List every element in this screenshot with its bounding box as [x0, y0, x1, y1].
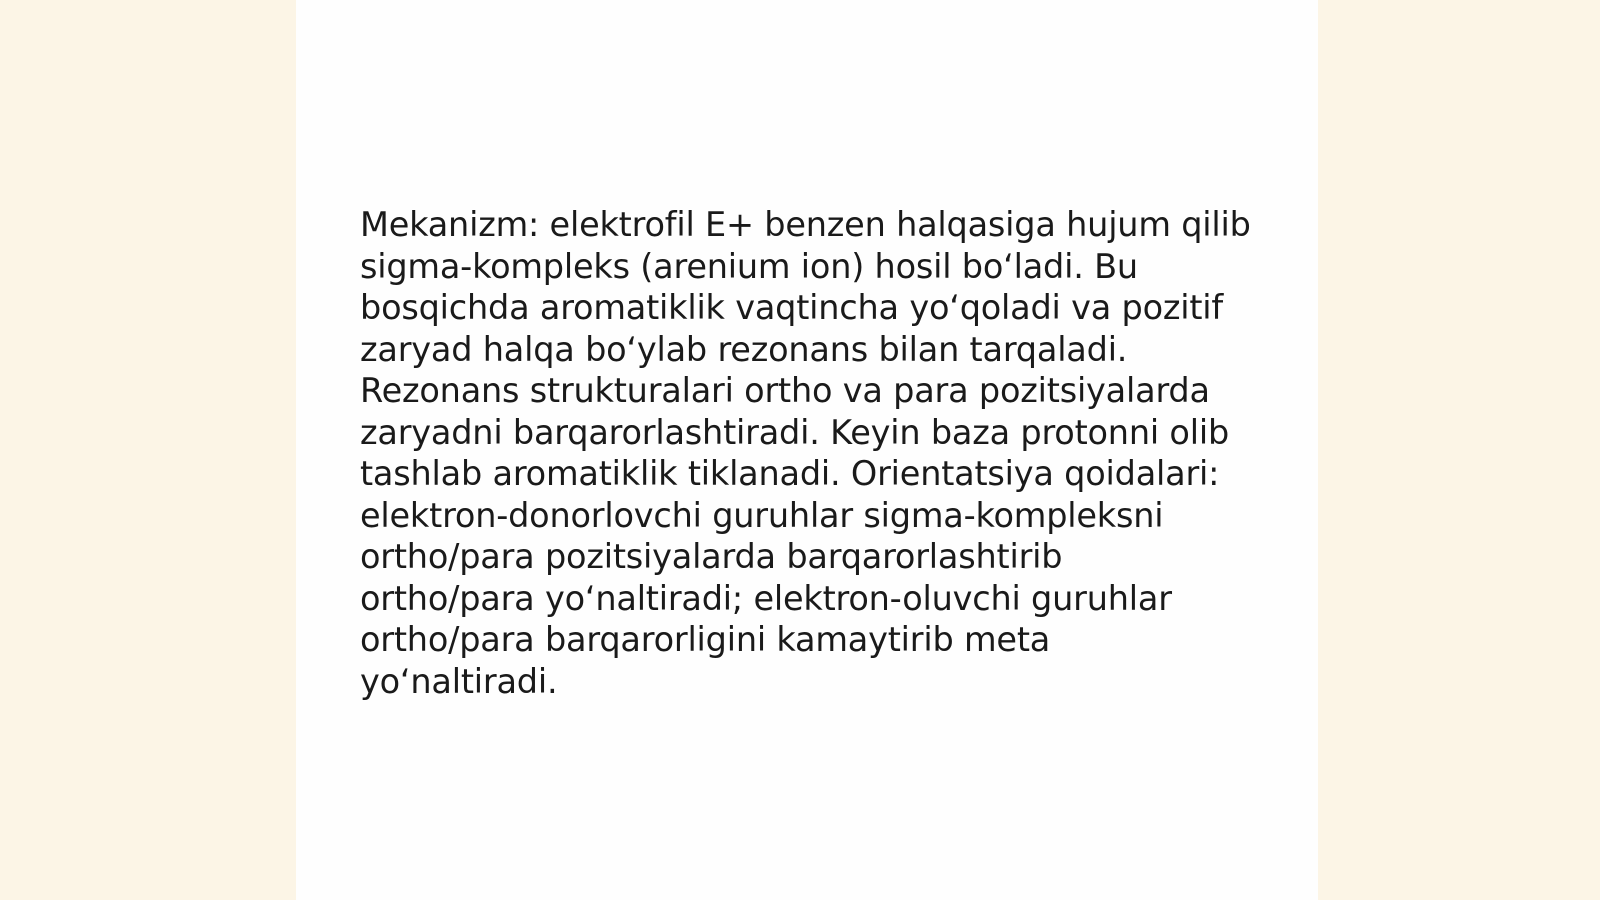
paragraph-line: yo‘naltiradi. [360, 661, 558, 701]
paragraph-line: ortho/para pozitsiyalarda barqarorlashtirib [360, 537, 1063, 576]
document-page [296, 0, 1318, 900]
paragraph-line: ortho/para yo‘naltiradi; elektron-oluvchi guruhlar [360, 578, 1172, 618]
paragraph-line: Mekanizm: elektrofil E+ benzen halqasiga hujum qilib [360, 205, 1251, 244]
paragraph-line: zaryadni barqarorlashtiradi. Keyin baza protonni olib [360, 412, 1230, 452]
paragraph-line: ortho/para barqarorligini kamaytirib meta [360, 620, 1051, 659]
paragraph-line: bosqichda aromatiklik vaqtincha yo‘qoladi va pozitif [360, 288, 1224, 327]
left-background-panel [0, 0, 296, 900]
paragraph-line: tashlab aromatiklik tiklanadi. Orientatsiya qoidalari: [360, 454, 1220, 493]
right-background-panel [1318, 0, 1600, 900]
paragraph-line: sigma-kompleks (arenium ion) hosil bo‘ladi. Bu [360, 246, 1138, 286]
paragraph-line: Rezonans strukturalari ortho va para pozitsiyalarda [360, 371, 1210, 410]
paragraph-line: zaryad halqa bo‘ylab rezonans bilan tarqaladi. [360, 329, 1128, 369]
mechanism-paragraph [360, 204, 1251, 702]
paragraph-line: elektron-donorlovchi guruhlar sigma-kompleksni [360, 495, 1164, 535]
